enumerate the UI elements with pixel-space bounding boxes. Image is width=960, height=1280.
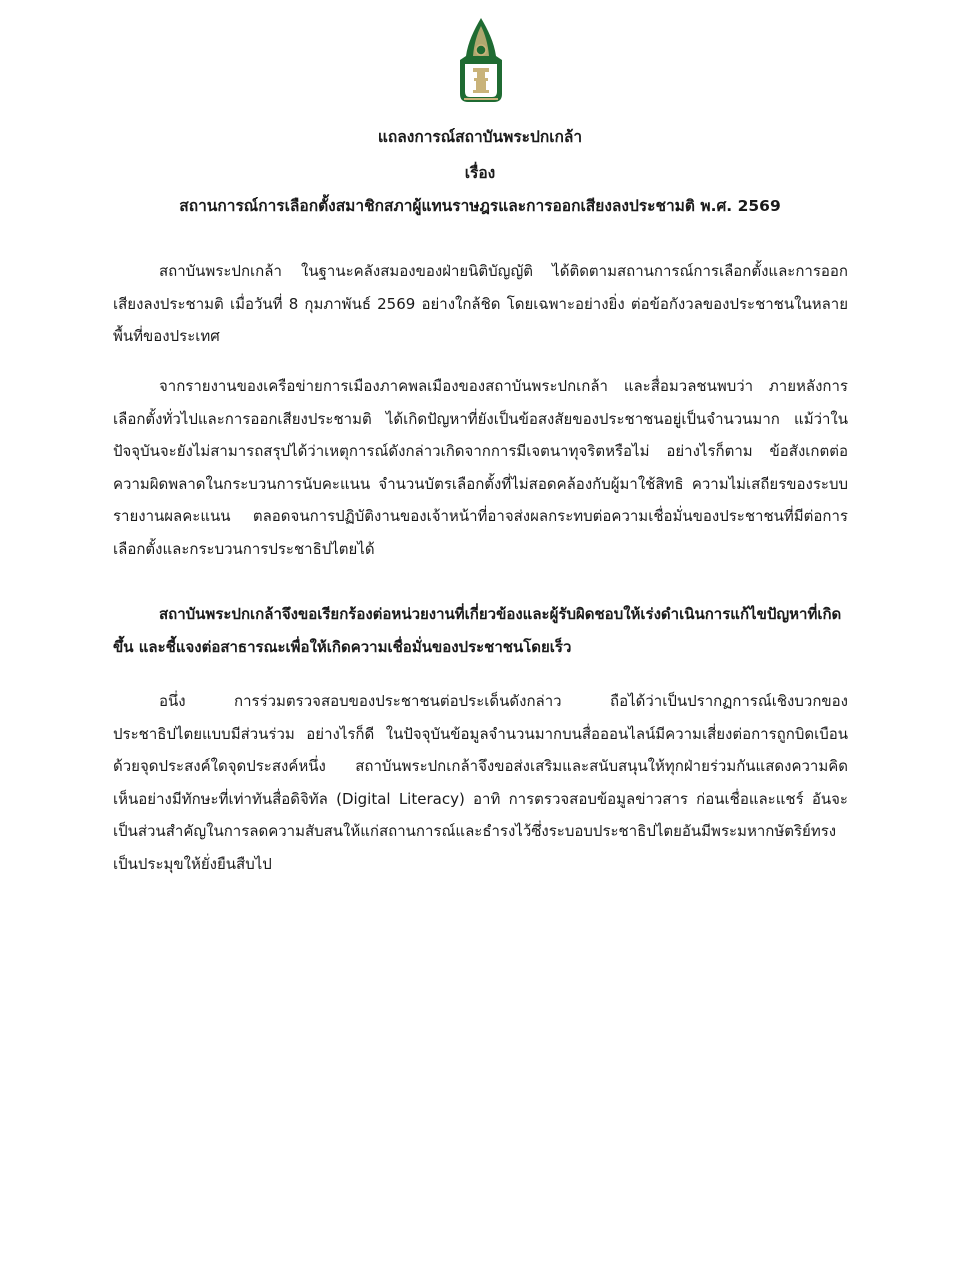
subject-label: เรื่อง bbox=[464, 164, 496, 182]
paragraph-2 bbox=[113, 370, 848, 565]
paragraph-3-text: สถาบันพระปกเกล้าจึงขอเรียกร้องต่อหน่วยงานที่เกี่ยวข้องและผู้รับผิดชอบให้เร่งดำเนินการแก้ไขปัญหาที่เกิดขึ้น และชี้แจงต่อสาธารณะเพื่อให้เกิดความเชื่อมั่นของประชาชนโดยเร็ว bbox=[113, 605, 842, 656]
paragraph-1 bbox=[113, 255, 848, 353]
paragraph-2-text: จากรายงานของเครือข่ายการเมืองภาคพลเมืองของสถาบันพระปกเกล้า และสื่อมวลชนพบว่า ภายหลังการเลือกตั้งทั่วไปและการออกเสียงประชามติ ได้เกิดปัญหาที่ยังเป็นข้อสงสัยของประชาชนอยู่เป็นจำนวนมาก แม้ว่าในปัจจุบันจะยังไม่สามารถสรุปได้ว่าเหตุการณ์ดังกล่าวเกิดจากการมีเจตนาทุจริตหรือไม่ อย่างไรก็ตาม ข้อสังเกตต่อความผิดพลาดในกระบวนการนับคะแนน จำนวนบัตรเลือกตั้งที่ไม่สอดคล้องกับผู้มาใช้สิทธิ ความไม่เสถียรของระบบรายงานผลคะแนน ตลอดจนการปฏิบัติงานของเจ้าหน้าที่อาจส่งผลกระทบต่อความเชื่อมั่นของประชาชนที่มีต่อการเลือกตั้งและกระบวนการประชาธิปไตยได้ bbox=[113, 377, 848, 558]
subject-title: สถานการณ์การเลือกตั้งสมาชิกสภาผู้แทนราษฎรและการออกเสียงลงประชามติ พ.ศ. 2569 bbox=[179, 197, 781, 215]
paragraph-3-demand bbox=[113, 598, 848, 663]
paragraph-4 bbox=[113, 685, 848, 880]
statement-title: แถลงการณ์สถาบันพระปกเกล้า bbox=[377, 128, 583, 146]
paragraph-1-text: สถาบันพระปกเกล้า ในฐานะคลังสมองของฝ่ายนิติบัญญัติ ได้ติดตามสถานการณ์การเลือกตั้งและการออกเสียงลงประชามติ เมื่อวันที่ 8 กุมภาพันธ์ 2569 อย่างใกล้ชิด โดยเฉพาะอย่างยิ่ง ต่อข้อกังวลของประชาชนในหลายพื้นที่ของประเทศ bbox=[113, 262, 848, 345]
paragraph-4-text: อนึ่ง การร่วมตรวจสอบของประชาชนต่อประเด็นดังกล่าว ถือได้ว่าเป็นปรากฏการณ์เชิงบวกของประชาธิปไตยแบบมีส่วนร่วม อย่างไรก็ดี ในปัจจุบันข้อมูลจำนวนมากบนสื่อออนไลน์มีความเสี่ยงต่อการถูกบิดเบือนด้วยจุดประสงค์ใดจุดประสงค์หนึ่ง สถาบันพระปกเกล้าจึงขอส่งเสริมและสนับสนุนให้ทุกฝ่ายร่วมกันแสดงความคิดเห็นอย่างมีทักษะที่เท่าทันสื่อดิจิทัล (Digital Literacy) อาทิ การตรวจสอบข้อมูลข่าวสาร ก่อนเชื่อและแชร์ อันจะเป็นส่วนสำคัญในการลดความสับสนให้แก่สถานการณ์และธำรงไว้ซึ่งระบอบประชาธิปไตยอันมีพระมหากษัตริย์ทรงเป็นประมุขให้ยั่งยืนสืบไป bbox=[113, 692, 848, 873]
institute-emblem-icon bbox=[458, 16, 504, 108]
